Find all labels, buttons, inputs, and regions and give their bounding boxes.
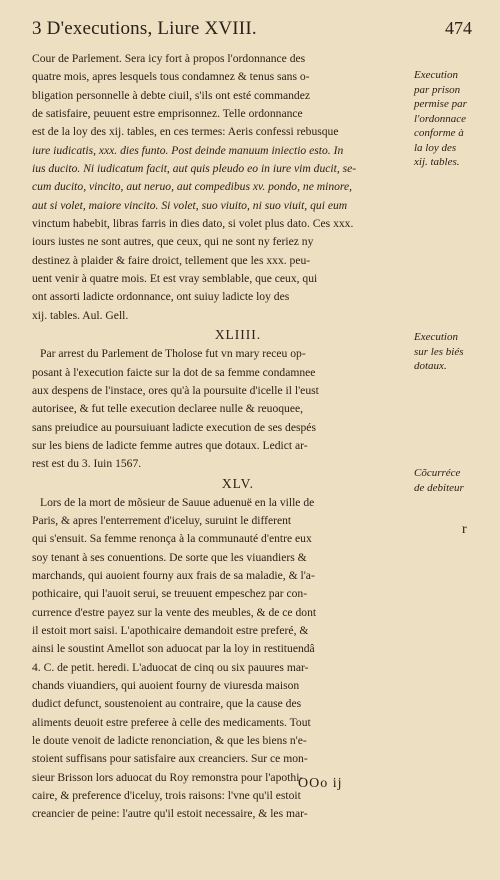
text-line: quatre mois, apres lesquels tous condamnez & tenus sans o-	[32, 70, 310, 84]
margin-note-line: Execution	[414, 69, 458, 81]
text-line: marchands, qui auoient fourny aux frais de sa maladie, & l'a-	[32, 568, 315, 582]
margin-note-execution-prison	[414, 68, 482, 170]
margin-note-line: de debiteur	[414, 481, 464, 494]
margin-note-concurrence	[414, 466, 482, 495]
text-line-latin: aut si volet, maiore vincito. Si volet, suo viuito, ni suo viuit, qui eum	[32, 198, 348, 212]
paragraph-sauue	[32, 494, 414, 824]
margin-note-line: la loy des	[414, 141, 457, 154]
text-line: currence d'estre payez sur la vente des meubles, & de ce dont	[32, 605, 317, 619]
text-line: caire, & preference d'iceluy, trois raisons: l'vne qu'il estoit	[32, 789, 301, 803]
text-line: sans preiudice au poursuiuant ladicte execution de ses despés	[32, 420, 316, 434]
text-line: uent venir à quatre mois. Et est vray semblable, que ceux, qui	[32, 272, 318, 286]
text-line: soy tenant à ses conuentions. De sorte que les viuandiers &	[32, 550, 307, 564]
text-line-latin: cum ducito, vincito, aut neruo, aut compedibus xv. pondo, ne minore,	[32, 180, 353, 194]
running-title: 3 D'executions, Liure XVIII.	[32, 18, 257, 39]
text-line: autorisee, & fut telle execution declaree nulle & reuoquee,	[32, 402, 304, 416]
text-line: aliments deuoit estre preferee à celle des medicaments. Tout	[32, 715, 311, 729]
margin-note-line: sur les biés	[414, 345, 464, 358]
text-line: Cour de Parlement. Sera icy fort à propos l'ordonnance des	[32, 52, 306, 65]
text-line: stoient suffisans pour satisfaire aux creanciers. Sur ce mon-	[32, 752, 308, 766]
text-line-latin: iure iudicatis, xxx. dies funto. Post deinde manuum iniectio esto. In	[32, 143, 344, 157]
text-line: Par arrest du Parlement de Tholose fut vn mary receu op-	[40, 347, 306, 361]
text-line: creancier de peine: l'autre qu'il estoit necessaire, & les mar-	[32, 807, 308, 821]
text-line: destinez à plaider & faire droict, tellement que les xxx. peu-	[32, 253, 311, 267]
text-line: qui s'ensuit. Sa femme renonça à la communauté d'entre eux	[32, 532, 312, 546]
text-line: est de la loy des xij. tables, en ces termes: Aeris confessi rebusque	[32, 125, 339, 139]
margin-note-line: conforme à	[414, 127, 464, 139]
margin-note-line: dotaux.	[414, 360, 447, 372]
section-heading-xliiii: XLIIII.	[214, 327, 262, 343]
page-header	[32, 18, 472, 42]
margin-note-line: Execution	[414, 331, 458, 343]
text-line: de satisfaire, peuuent estre emprisonnez. Telle ordonnance	[32, 107, 303, 121]
text-line: vinctum habebit, libras farris in dies dato, si volet plus dato. Ces xxx.	[32, 217, 354, 231]
text-line: Lors de la mort de mõsieur de Sauue aduenuë en la ville de	[40, 495, 315, 509]
margin-note-line: xij. tables.	[414, 156, 460, 168]
text-line: aux despens de l'instace, ores qu'à la poursuite d'icelle il l'eust	[32, 383, 319, 397]
margin-note-line: l'ordonnace	[414, 112, 467, 125]
stray-mark: r	[462, 522, 467, 537]
text-line: chands viuandiers, qui auoient fourny de viuresda maison	[32, 679, 300, 692]
paragraph-ordonnance	[32, 50, 414, 325]
catchword-signature: OOo ij	[298, 776, 343, 791]
text-line: xij. tables. Aul. Gell.	[32, 308, 129, 322]
text-line-latin: ius ducito. Ni iudicatum facit, aut quis pleudo eo in iure vim ducit, se-	[32, 162, 357, 176]
margin-note-line: Cõcurréce	[414, 467, 461, 479]
paragraph-arrest-tholose	[32, 345, 414, 473]
text-line: pothicaire, qui l'auoit serui, se treuuent empeschez par con-	[32, 587, 308, 601]
text-line: ainsi le soustint Amellot son aduocat par la loy in restituendâ	[32, 642, 315, 656]
text-line: bligation personnelle à debte ciuil, s'ils ont esté commandez	[32, 88, 311, 102]
margin-note-line: permise par	[414, 98, 467, 110]
text-line: Paris, & apres l'enterrement d'iceluy, suruint le different	[32, 513, 292, 527]
text-line: rest est du 3. Iuin 1567.	[32, 457, 142, 471]
text-line: le doute venoit de ladicte renonciation, & que les biens n'e-	[32, 734, 307, 748]
section-heading-xlv: XLV.	[221, 475, 255, 491]
page-number: 474	[445, 18, 472, 38]
margin-note-line: par prison	[414, 83, 461, 96]
text-line: posant à l'execution faicte sur la dot de sa femme condamnee	[32, 365, 316, 379]
text-line: sieur Brisson lors aduocat du Roy remonstra pour l'apothi-	[32, 770, 304, 784]
text-line: il estoit mort saisi. L'apothicaire demandoit estre preferé, &	[32, 623, 309, 637]
text-line: ont assorti ladicte ordonnance, ont suiuy ladicte loy des	[32, 290, 290, 304]
margin-note-execution-dotaux	[414, 330, 482, 374]
text-line: dudict defunct, soustenoient au contraire, que la cause des	[32, 697, 302, 711]
text-line: 4. C. de petit. heredi. L'aduocat de cinq ou six pauures mar-	[32, 660, 309, 674]
text-line: sur les biens de ladicte femme autres que dotaux. Ledict ar-	[32, 438, 308, 452]
main-text-column	[32, 50, 414, 824]
text-line: iours iustes ne sont autres, que ceux, qui ne sont ny feriez ny	[32, 235, 314, 249]
